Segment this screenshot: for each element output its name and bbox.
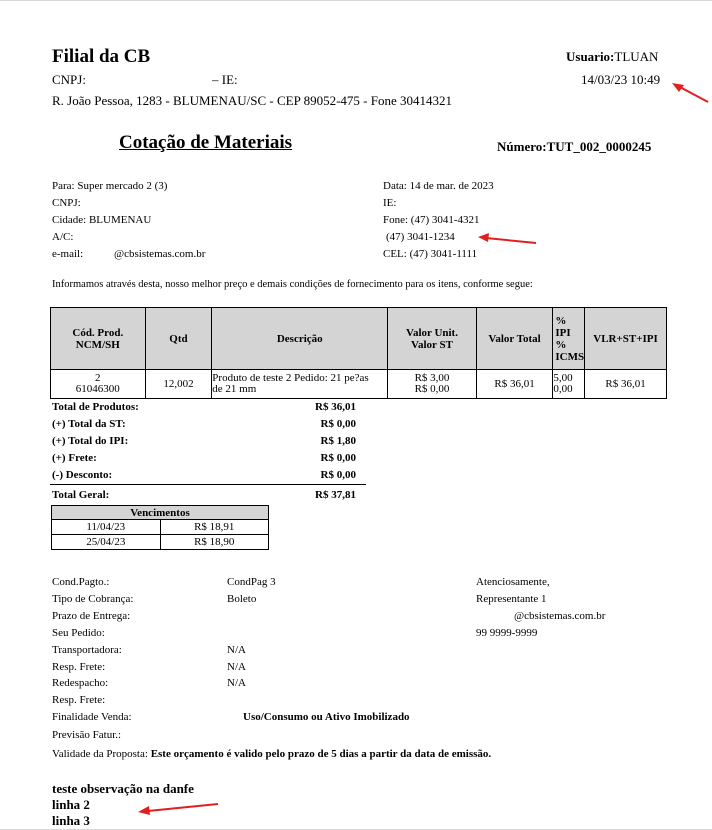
client-cidade: Cidade: BLUMENAU <box>52 214 152 226</box>
cell-valor-unit: R$ 3,00 R$ 0,00 <box>388 370 477 399</box>
client-fone: Fone: (47) 3041-4321 <box>383 214 480 226</box>
company-name: Filial da CB <box>52 46 151 67</box>
seu-pedido-label: Seu Pedido: <box>52 627 105 639</box>
client-ac: A/C: <box>52 231 74 243</box>
print-datetime: 14/03/23 10:49 <box>581 72 661 87</box>
items-table <box>50 307 667 399</box>
numero-label: Número: <box>497 139 547 154</box>
signature-greeting: Atenciosamente, <box>476 576 550 588</box>
cell-descricao: Produto de teste 2 Pedido: 21 pe?as de 21 mm <box>212 370 388 399</box>
cond-pagto-value: CondPag 3 <box>227 576 276 588</box>
total-label: (+) Total do IPI: <box>52 435 129 447</box>
company-address: R. João Pessoa, 1283 - BLUMENAU/SC - CEP 89052-475 - Fone 30414321 <box>52 93 452 108</box>
total-value: R$ 36,01 <box>315 401 356 413</box>
cell-ipi-icms: 5,00 0,00 <box>553 370 585 399</box>
col-header-ipi-icms: % IPI % ICMS <box>553 308 585 370</box>
client-cnpj: CNPJ: <box>52 197 81 209</box>
resp-frete-value: N/A <box>227 661 246 673</box>
table-row <box>52 535 269 550</box>
venc-value: R$ 18,91 <box>160 520 268 535</box>
signature-email: @cbsistemas.com.br <box>514 610 606 622</box>
signature-phone: 99 9999-9999 <box>476 627 538 639</box>
col-header-vlr: VLR+ST+IPI <box>585 308 667 370</box>
table-row <box>52 520 269 535</box>
cond-pagto-label: Cond.Pagto.: <box>52 576 110 588</box>
vencimentos-header: Vencimentos <box>52 506 269 520</box>
total-geral-value: R$ 37,81 <box>315 489 356 501</box>
quote-date: Data: 14 de mar. de 2023 <box>383 180 494 192</box>
table-row <box>51 370 667 399</box>
validade-value: Este orçamento é valido pelo prazo de 5 dias a partir da data de emissão. <box>150 748 492 760</box>
total-value: R$ 0,00 <box>320 452 356 464</box>
total-label: (+) Frete: <box>52 452 97 464</box>
col-header-cod: Cód. Prod. NCM/SH <box>51 308 146 370</box>
observation-line: linha 2 <box>52 797 90 812</box>
client-fone-2: (47) 3041-1234 <box>386 231 455 243</box>
total-geral-label: Total Geral: <box>52 489 110 501</box>
annotation-arrow-icon-3 <box>136 798 222 818</box>
numero-value: TUT_002_0000245 <box>546 139 652 154</box>
transportadora-label: Transportadora: <box>52 644 122 656</box>
validade-label: Validade da Proposta: <box>52 748 148 760</box>
venc-value: R$ 18,90 <box>160 535 268 550</box>
tipo-cobranca-label: Tipo de Cobrança: <box>52 593 134 605</box>
cell-cod: 2 61046300 <box>51 370 146 399</box>
cell-vlr: R$ 36,01 <box>585 370 667 399</box>
client-cel: CEL: (47) 3041-1111 <box>383 248 478 260</box>
signature-name: Representante 1 <box>476 593 547 605</box>
redespacho-value: N/A <box>227 677 246 689</box>
observation-line: teste observação na danfe <box>52 781 194 796</box>
totals-divider <box>50 484 366 485</box>
annotation-arrow-icon-2 <box>476 232 540 248</box>
observation-line: linha 3 <box>52 813 90 828</box>
redespacho-label: Redespacho: <box>52 677 109 689</box>
col-header-qtd: Qtd <box>145 308 212 370</box>
col-header-valor-total: Valor Total <box>476 308 553 370</box>
finalidade-label: Finalidade Venda: <box>52 711 132 723</box>
total-value: R$ 1,80 <box>320 435 356 447</box>
total-value: R$ 0,00 <box>320 469 356 481</box>
total-label: Total de Produtos: <box>52 401 139 413</box>
total-value: R$ 0,00 <box>320 418 356 430</box>
venc-date: 25/04/23 <box>52 535 161 550</box>
col-header-valor-unit: Valor Unit. Valor ST <box>388 308 477 370</box>
annotation-arrow-icon <box>670 80 710 106</box>
total-label: (-) Desconto: <box>52 469 113 481</box>
finalidade-value: Uso/Consumo ou Ativo Imobilizado <box>243 711 410 723</box>
tipo-cobranca-value: Boleto <box>227 593 257 605</box>
cell-valor-total: R$ 36,01 <box>476 370 553 399</box>
client-ie: IE: <box>383 197 397 209</box>
venc-date: 11/04/23 <box>52 520 161 535</box>
user-value: TLUAN <box>614 49 659 64</box>
page-top-border <box>0 0 712 1</box>
user-label: Usuario: <box>566 49 615 64</box>
validade <box>52 748 491 760</box>
prazo-entrega-label: Prazo de Entrega: <box>52 610 131 622</box>
previsao-label: Previsão Fatur.: <box>52 729 122 741</box>
user-info <box>566 49 658 65</box>
vencimentos-table <box>51 505 269 550</box>
resp-frete-2-label: Resp. Frete: <box>52 694 106 706</box>
transportadora-value: N/A <box>227 644 246 656</box>
resp-frete-label: Resp. Frete: <box>52 661 106 673</box>
company-cnpj-label: CNPJ: <box>52 72 86 87</box>
client-email-value: @cbsistemas.com.br <box>114 248 206 260</box>
col-header-descricao: Descrição <box>212 308 388 370</box>
client-para: Para: Super mercado 2 (3) <box>52 180 168 192</box>
cell-qtd: 12,002 <box>145 370 212 399</box>
intro-text: Informamos através desta, nosso melhor preço e demais condições de fornecimento para os itens, conforme segue: <box>52 279 533 290</box>
company-ie-label: – IE: <box>212 72 238 87</box>
total-label: (+) Total da ST: <box>52 418 126 430</box>
items-table-header <box>51 308 667 370</box>
document-number <box>497 139 651 155</box>
document-title: Cotação de Materiais <box>119 132 293 153</box>
client-email-label: e-mail: <box>52 248 84 260</box>
